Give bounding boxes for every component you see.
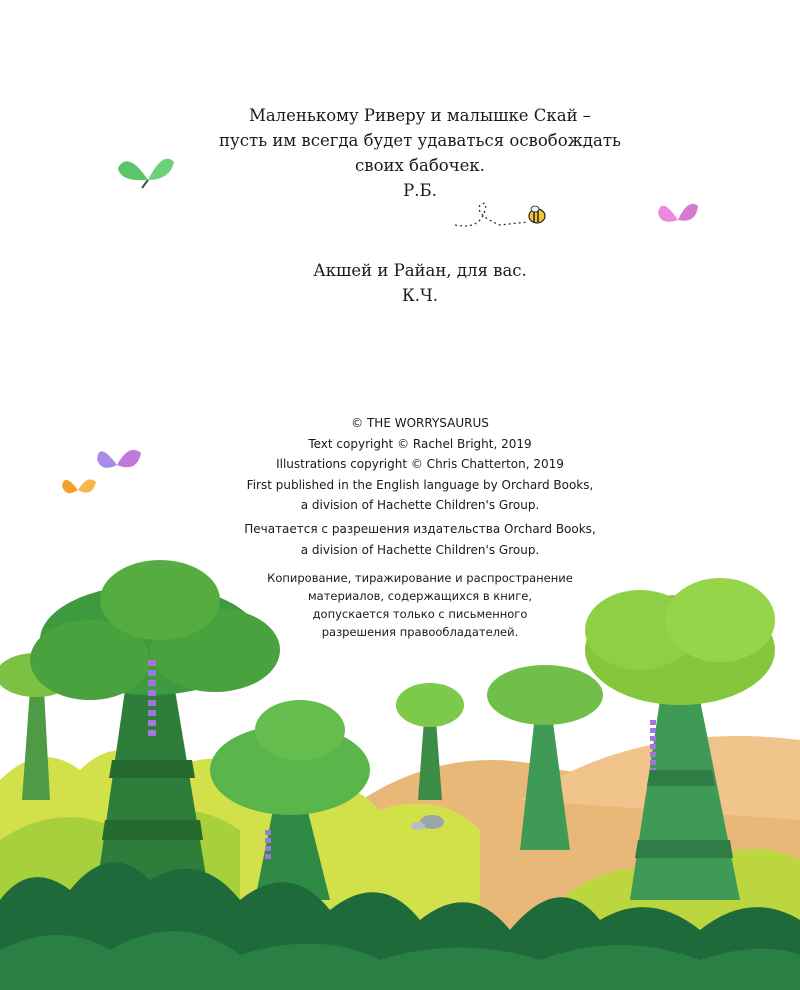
license-block xyxy=(240,519,600,560)
dedication-line: Маленькому Риверу и малышке Скай – xyxy=(248,106,592,125)
dedication-line: Акшей и Райан, для вас. xyxy=(313,261,527,280)
bee-flight-path xyxy=(455,203,528,226)
copyright-line: Illustrations copyright © Chris Chatterton, 2019 xyxy=(276,457,564,471)
license-line: Печатается с разрешения издательства Orchard Books, xyxy=(244,522,596,536)
dedication-author xyxy=(200,103,640,203)
pink-butterfly-icon xyxy=(658,204,698,222)
bee-icon xyxy=(529,206,545,223)
rights-line: допускается только с письменного xyxy=(312,607,528,621)
copyright-line: Text copyright © Rachel Bright, 2019 xyxy=(308,436,532,451)
purple-butterfly-icon xyxy=(97,450,141,468)
copyright-title: © THE WORRYSAURUS xyxy=(351,416,489,430)
rights-line: Копирование, тиражирование и распространение xyxy=(267,571,573,585)
rights-line: материалов, содержащихся в книге, xyxy=(307,589,533,603)
dedication-line: пусть им всегда будет удаваться освобождать xyxy=(219,131,621,150)
dedication-initials: К.Ч. xyxy=(401,286,438,305)
copyright-block xyxy=(240,413,600,516)
orange-butterfly-icon xyxy=(62,479,96,493)
rock-small xyxy=(411,822,425,830)
rights-notice xyxy=(240,569,600,641)
green-butterfly-icon xyxy=(118,159,174,188)
dedication-initials: Р.Б. xyxy=(403,181,437,200)
license-line: a division of Hachette Children's Group. xyxy=(300,542,540,557)
copyright-line: First published in the English language by Orchard Books, xyxy=(246,477,594,492)
rights-line: разрешения правообладателей. xyxy=(321,625,519,639)
dedication-line: своих бабочек. xyxy=(355,156,485,175)
copyright-line: a division of Hachette Children's Group. xyxy=(300,498,540,512)
dedication-illustrator xyxy=(200,258,640,308)
